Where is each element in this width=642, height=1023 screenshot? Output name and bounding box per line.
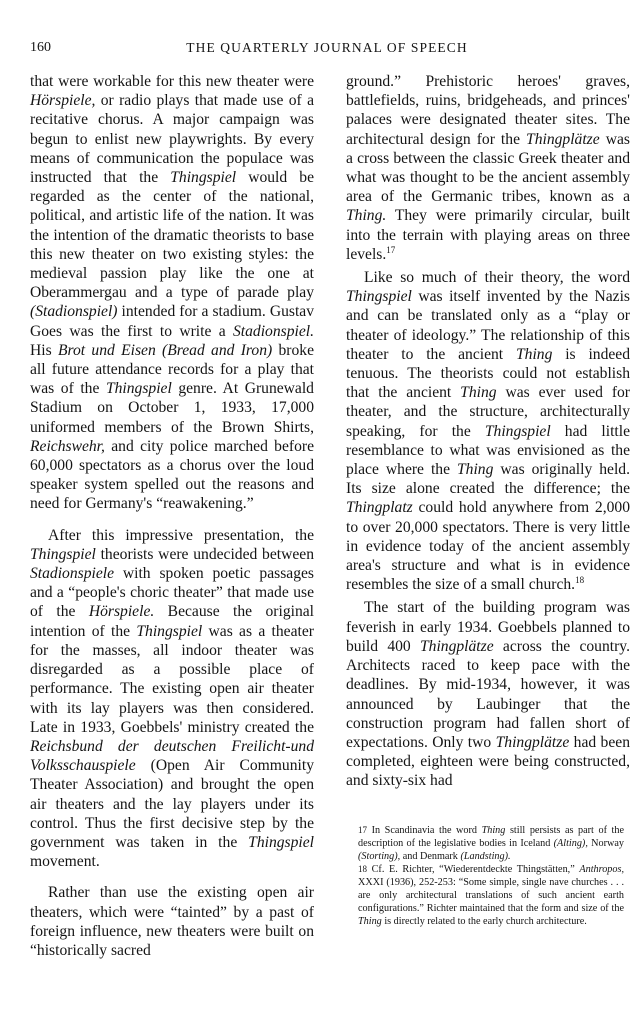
right-column [346,72,630,795]
footnotes [358,824,624,928]
left-paragraph-2: After this impressive presentation, the Thingspiel theorists were undecided between Stadionspiele with spoken poetic passages and a “people's choric theater” that made use of the Hörspiele. Because the original intention of the Thingspiel was as a theater for the masses, all indoor theater was disregarded as a possible place of performance. The existing open air theater with its lay players was then considered. Late in 1933, Goebbels' ministry created the Reichsbund der deutschen Freilicht-und Volksschauspiele (Open Air Community Theater Association) and brought the open air theaters and the lay players under its control. Thus the first decisive step by the government was taken in the Thingspiel movement. [30,526,314,871]
right-paragraph-3: The start of the building program was feverish in early 1934. Goebbels planned to build 400 Thingplätze across the country. Architects raced to keep pace with the deadlines. By mid-1934, however, it was announced by Laubinger that the construction program had fallen short of expectations. Only two Thingplätze had been completed, eighteen were being constructed, and sixty-six had [346,599,630,790]
page-number: 160 [30,40,51,55]
left-column [30,72,314,964]
footnote-17: 17 In Scandinavia the word Thing still persists as part of the description of the legislative bodies in Iceland (Alting), Norway (Storting), and Denmark (Landsting). [358,825,624,862]
right-paragraph-2: Like so much of their theory, the word Thingspiel was itself invented by the Nazis and can be translated only as a “play or theater of ideology.” The relationship of this theater to the ancient Thing is indeed tenuous. The theorists could not establish that the ancient Thing was ever used for theater, and the structure, architecturally speaking, for the Thingspiel had little resemblance to what was envisioned as the place where the Thing was originally held. Its size alone created the difference; the Thingplatz could hold anywhere from 2,000 to over 20,000 spectators. There is very little in evidence today of the ancient assembly area's structure and what is in evidence resembles the size of a small church.$^{18}$ [346,269,631,594]
journal-title: THE QUARTERLY JOURNAL OF SPEECH [186,40,468,55]
footnote-18: 18 Cf. E. Richter, “Wiederentdeckte Thingstätten,” Anthropos, XXXI (1936), 252-253: “Some simple, single nave churches . . . are only architectural translations of such ancient earth configurations.” Richter maintained that the form and size of the Thing is directly related to the early church architecture. [358,864,624,927]
footnote-ref-18: 18 [575,575,585,586]
left-paragraph-1: that were workable for this new theater were Hörspiele, or radio plays that made use of a recitative chorus. A major campaign was begun to enlist new playwrights. By every means of communication the populace was instructed that the Thingspiel would be regarded as the center of the national, political, and artistic life of the nation. It was the intention of the dramatic theorists to base this new theater on two existing styles: the medieval passion play like the one at Oberammergau and a type of parade play (Stadionspiel) intended for a stadium. Gustav Goes was the first to write a Stadionspiel. His Brot und Eisen (Bread and Iron) broke all future attendance records for a play that was of the Thingspiel genre. At Grunewald Stadium on October 1, 1933, 17,000 uniformed members of the Brown Shirts, Reichswehr, and city police marched before 60,000 spectators as a chorus over the loud speaker system spelled out the reasons and need for Germany's “reawakening.” [30,73,315,513]
right-paragraph-1: ground.” Prehistoric heroes' graves, battlefields, ruins, bridgeheads, and princes' palaces were designated theater sites. The architectural design for the Thingplätze was a cross between the classic Greek theater and what was thought to be the ancient assembly area of the Germanic tribes, known as a Thing. They were primarily circular, built into the terrain with playing areas on three levels.$^{17}$ [346,73,630,263]
left-paragraph-3: Rather than use the existing open air theaters, which were “tainted” by a past of foreign influence, new theaters were built on “historically sacred [30,884,314,959]
footnote-ref-17: 17 [386,244,396,255]
page-header [30,40,624,60]
